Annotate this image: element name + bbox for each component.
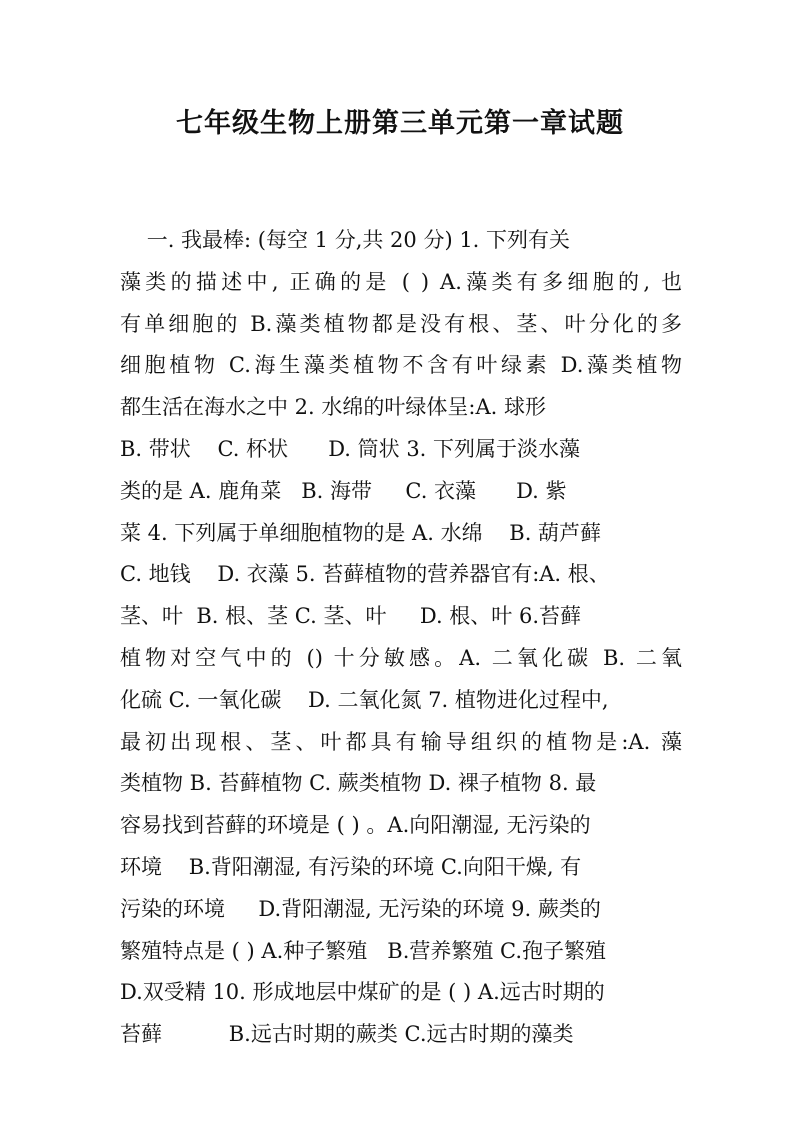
text-line: 一. 我最棒: (每空 1 分,共 20 分) 1. 下列有关 [120, 228, 571, 252]
text-line: 苔藓 B.远古时期的蕨类 C.远古时期的藻类 [120, 1022, 574, 1047]
text-line: 化硫 C. 一氧化碳 D. 二氧化氮 7. 植物进化过程中, [120, 687, 609, 712]
text-line: C. 地钱 D. 衣藻 5. 苔藓植物的营养器官有:A. 根、 [120, 562, 610, 587]
text-line: 菜 4. 下列属于单细胞植物的是 A. 水绵 B. 葫芦藓 [120, 520, 602, 545]
text-line: 类的是 A. 鹿角菜 B. 海带 C. 衣藻 D. 紫 [120, 478, 567, 503]
text-line: 繁殖特点是 ( ) A.种子繁殖 B.营养繁殖 C.孢子繁殖 [120, 938, 607, 963]
text-line: 细胞植物 C.海生藻类植物不含有叶绿素 D.藻类植物 [120, 353, 682, 378]
text-line: 藻类的描述中, 正确的是 ( ) A.藻类有多细胞的, 也 [120, 269, 682, 294]
text-line: 污染的环境 D.背阳潮湿, 无污染的环境 9. 蕨类的 [120, 896, 601, 921]
question-text [120, 220, 682, 1056]
text-line: 都生活在海水之中 2. 水绵的叶绿体呈:A. 球形 [120, 395, 546, 420]
text-line: 容易找到苔藓的环境是 ( ) 。A.向阳潮湿, 无污染的 [120, 813, 591, 838]
text-line: 植物对空气中的 () 十分敏感。A. 二氧化碳 B. 二氧 [120, 645, 682, 670]
page-title: 七年级生物上册第三单元第一章试题 [176, 108, 624, 139]
text-line: 环境 B.背阳潮湿, 有污染的环境 C.向阳干燥, 有 [120, 854, 582, 879]
text-line: 有单细胞的 B.藻类植物都是没有根、茎、叶分化的多 [120, 311, 682, 336]
text-line: D.双受精 10. 形成地层中煤矿的是 ( ) A.远古时期的 [120, 980, 605, 1005]
text-line: 类植物 B. 苔藓植物 C. 蕨类植物 D. 裸子植物 8. 最 [120, 771, 597, 796]
text-line: 茎、叶 B. 根、茎 C. 茎、叶 D. 根、叶 6.苔藓 [120, 604, 582, 629]
text-line: B. 带状 C. 杯状 D. 筒状 3. 下列属于淡水藻 [120, 436, 581, 461]
text-line: 最初出现根、茎、叶都具有输导组织的植物是:A. 藻 [120, 729, 682, 754]
